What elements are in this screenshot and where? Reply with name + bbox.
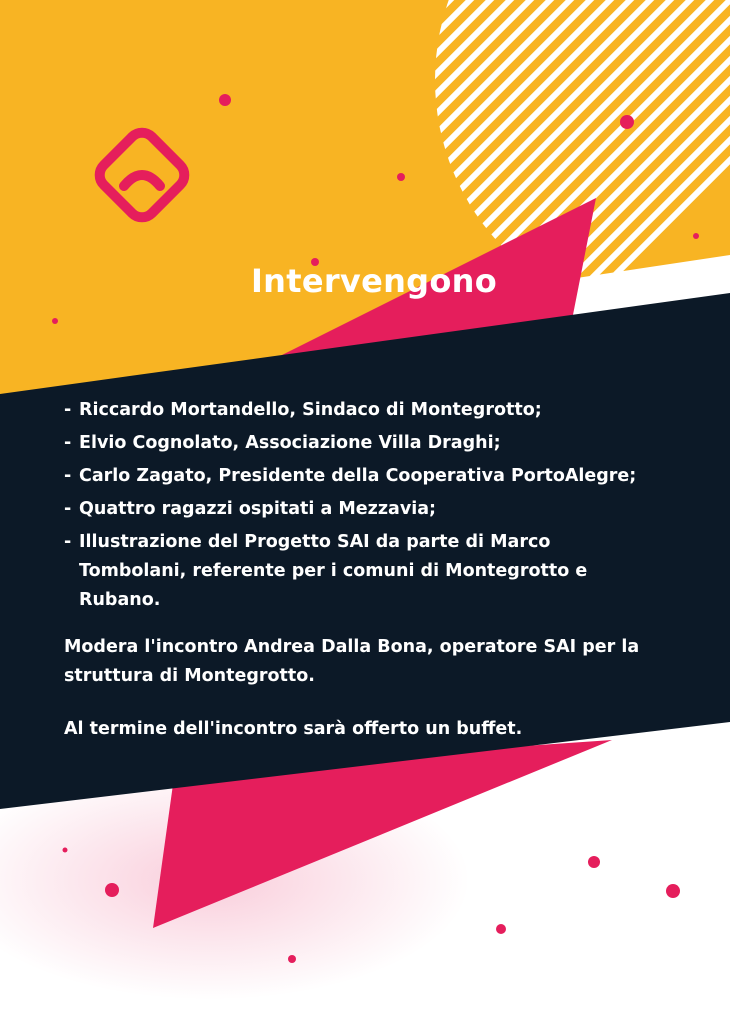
- speaker-item: - Riccardo Mortandello, Sindaco di Montegrotto;: [64, 396, 704, 425]
- speaker-item: - Elvio Cognolato, Associazione Villa Draghi;: [64, 429, 704, 458]
- page-title: Intervengono: [250, 262, 498, 300]
- speaker-list: [64, 396, 704, 615]
- speaker-item: - Carlo Zagato, Presidente della Cooperativa PortoAlegre;: [64, 462, 704, 491]
- content-block: [64, 396, 704, 744]
- moderator-text: Modera l'incontro Andrea Dalla Bona, operatore SAI per la struttura di Montegrotto.: [64, 637, 640, 686]
- speaker-item: - Illustrazione del Progetto SAI da parte di Marco Tombolani, referente per i comuni di Montegrotto e Rubano.: [64, 528, 599, 615]
- closing-text: Al termine dell'incontro sarà offerto un buffet.: [64, 719, 523, 739]
- speaker-item: - Quattro ragazzi ospitati a Mezzavia;: [64, 495, 704, 524]
